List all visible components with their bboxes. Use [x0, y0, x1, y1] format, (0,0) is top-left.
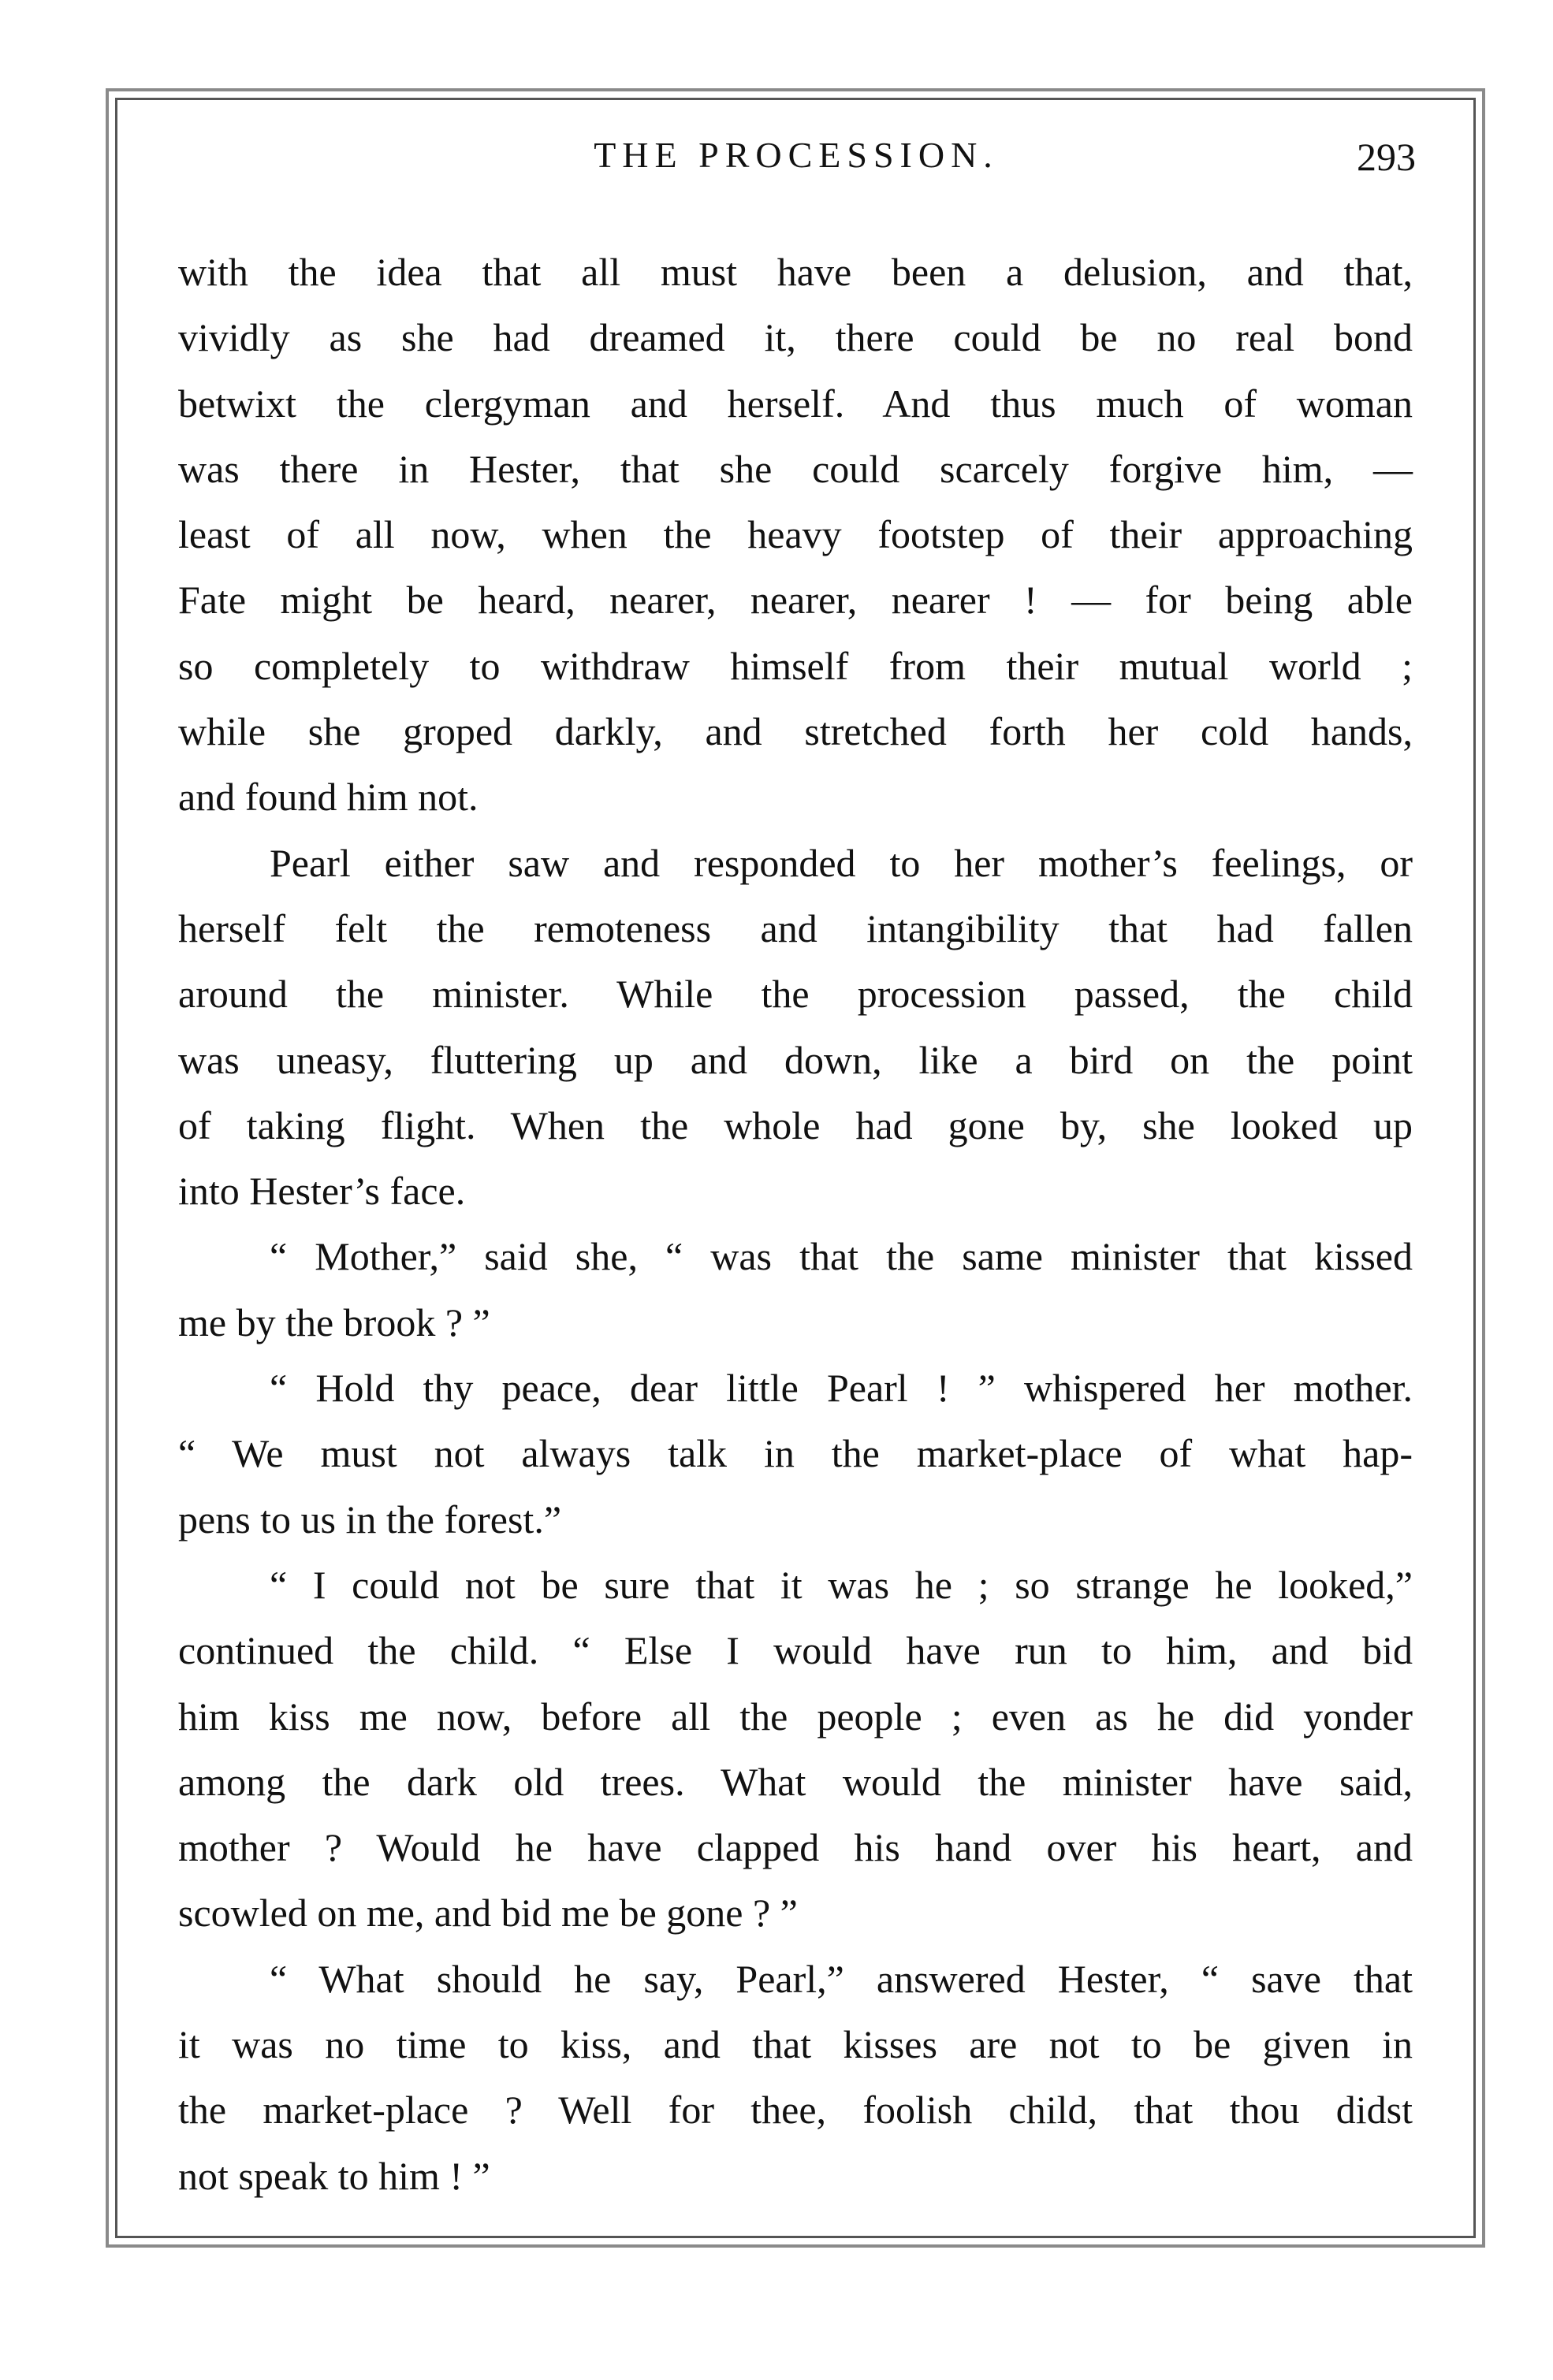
text-line: around the minister. While the procession passed, the child [178, 972, 1413, 1017]
text-line: betwixt the clergyman and herself. And thus much of woman [178, 381, 1413, 426]
paragraph [178, 1553, 1413, 1947]
text-line: “ What should he say, Pearl,” answered Hester, “ save that [270, 1956, 1413, 2001]
text-line: scowled on me, and bid me be gone ? ” [178, 1891, 798, 1936]
paragraph [178, 240, 1413, 831]
paragraph [178, 1947, 1413, 2209]
text-line: of taking flight. When the whole had gone by, she looked up [178, 1103, 1413, 1147]
text-line: was uneasy, fluttering up and down, like a bird on the point [178, 1037, 1413, 1082]
text-line: continued the child. “ Else I would have run to him, and bid [178, 1628, 1413, 1673]
text-line: and found him not. [178, 775, 479, 820]
text-line: the market-place ? Well for thee, foolish child, that thou didst [178, 2088, 1413, 2133]
text-line: pens to us in the forest.” [178, 1497, 562, 1541]
text-line: into Hester’s face. [178, 1169, 466, 1214]
text-line: herself felt the remoteness and intangibility that had fallen [178, 906, 1413, 950]
paragraph [178, 831, 1413, 1225]
text-line: mother ? Would he have clapped his hand over his heart, and [178, 1825, 1413, 1870]
text-line: was there in Hester, that she could scarcely forgive him, — [178, 446, 1413, 491]
text-line: “ Hold thy peace, dear little Pearl ! ” whispered her mother. [270, 1366, 1413, 1411]
text-line: it was no time to kiss, and that kisses are not to be given in [178, 2022, 1413, 2067]
text-line: among the dark old trees. What would the minister have said, [178, 1759, 1413, 1804]
page-number: 293 [1357, 135, 1416, 179]
text-line: with the idea that all must have been a delusion, and that, [178, 250, 1413, 294]
text-line: Pearl either saw and responded to her mother’s feelings, or [270, 840, 1413, 885]
text-line: not speak to him ! ” [178, 2153, 490, 2198]
body-text [178, 240, 1413, 2209]
text-line: him kiss me now, before all the people ; even as he did yonder [178, 1694, 1413, 1739]
running-head [177, 134, 1416, 197]
running-title: THE PROCESSION. [594, 135, 999, 175]
text-line: “ Mother,” said she, “ was that the same minister that kissed [270, 1234, 1413, 1279]
paragraph [178, 1355, 1413, 1553]
paragraph [178, 1224, 1413, 1355]
text-line: me by the brook ? ” [178, 1300, 490, 1344]
text-line: so completely to withdraw himself from their mutual world ; [178, 643, 1413, 688]
text-line: least of all now, when the heavy footstep of their approaching [178, 512, 1413, 557]
text-line: while she groped darkly, and stretched forth her cold hands, [178, 709, 1413, 754]
text-line: “ We must not always talk in the market-place of what hap- [178, 1431, 1413, 1476]
text-line: “ I could not be sure that it was he ; so strange he looked,” [270, 1562, 1413, 1607]
text-line: Fate might be heard, nearer, nearer, nearer ! — for being able [178, 578, 1413, 623]
text-line: vividly as she had dreamed it, there could be no real bond [178, 315, 1413, 360]
